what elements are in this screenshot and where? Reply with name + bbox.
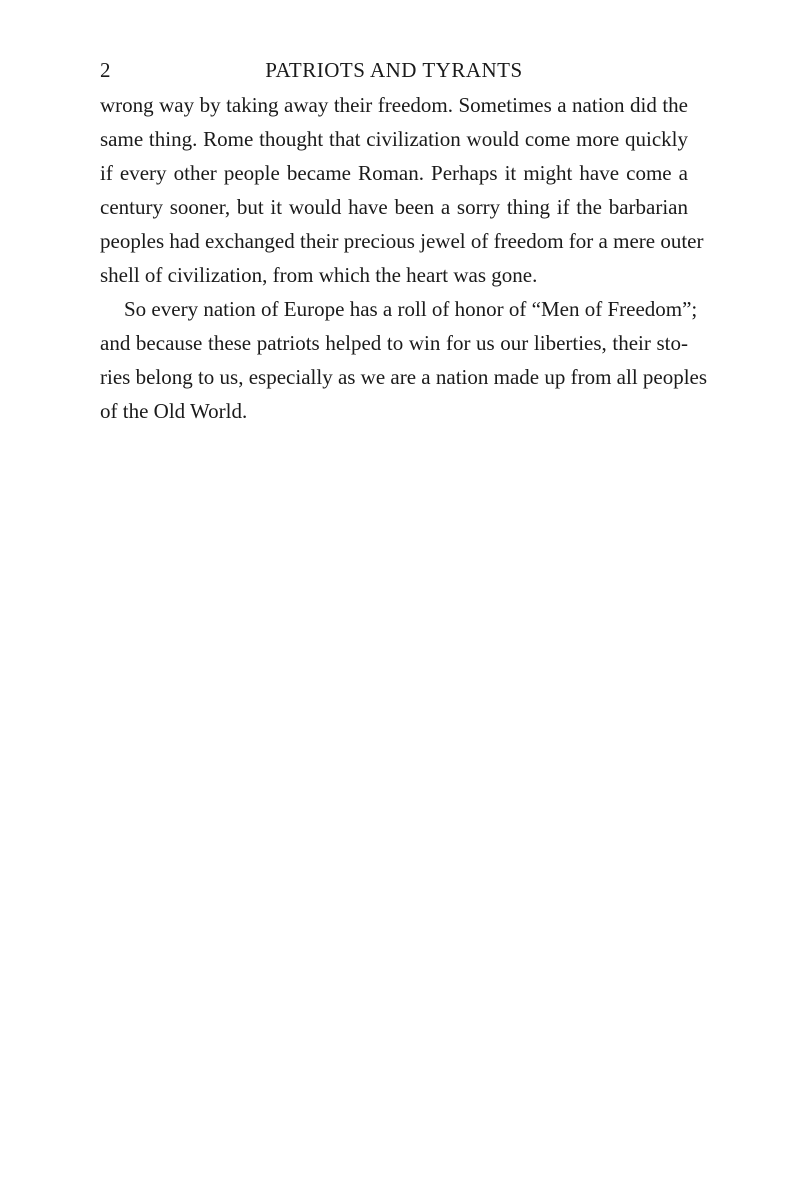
text-line: if every other people became Roman. Perhaps it might have come a <box>100 161 688 185</box>
body-text <box>100 88 708 428</box>
text-line: So every nation of Europe has a roll of honor of “Men of Freedom”; <box>124 297 698 321</box>
paragraph-1 <box>100 88 704 292</box>
text-line: same thing. Rome thought that civilization would come more quickly <box>100 127 688 151</box>
text-line: peoples had exchanged their precious jewel of freedom for a mere outer <box>100 229 704 253</box>
text-line: of the Old World. <box>100 399 248 423</box>
running-head <box>100 52 688 88</box>
text-line: shell of civilization, from which the heart was gone. <box>100 263 538 287</box>
text-line: and because these patriots helped to win for us our liberties, their sto- <box>100 331 688 355</box>
paragraph-2 <box>100 292 708 428</box>
text-line: century sooner, but it would have been a sorry thing if the barbarian <box>100 195 688 219</box>
book-page <box>100 52 708 428</box>
page-number: 2 <box>100 58 111 82</box>
text-line: wrong way by taking away their freedom. Sometimes a nation did the <box>100 93 688 117</box>
text-line: ries belong to us, especially as we are a nation made up from all peoples <box>100 365 708 389</box>
running-title: PATRIOTS AND TYRANTS <box>265 58 523 82</box>
